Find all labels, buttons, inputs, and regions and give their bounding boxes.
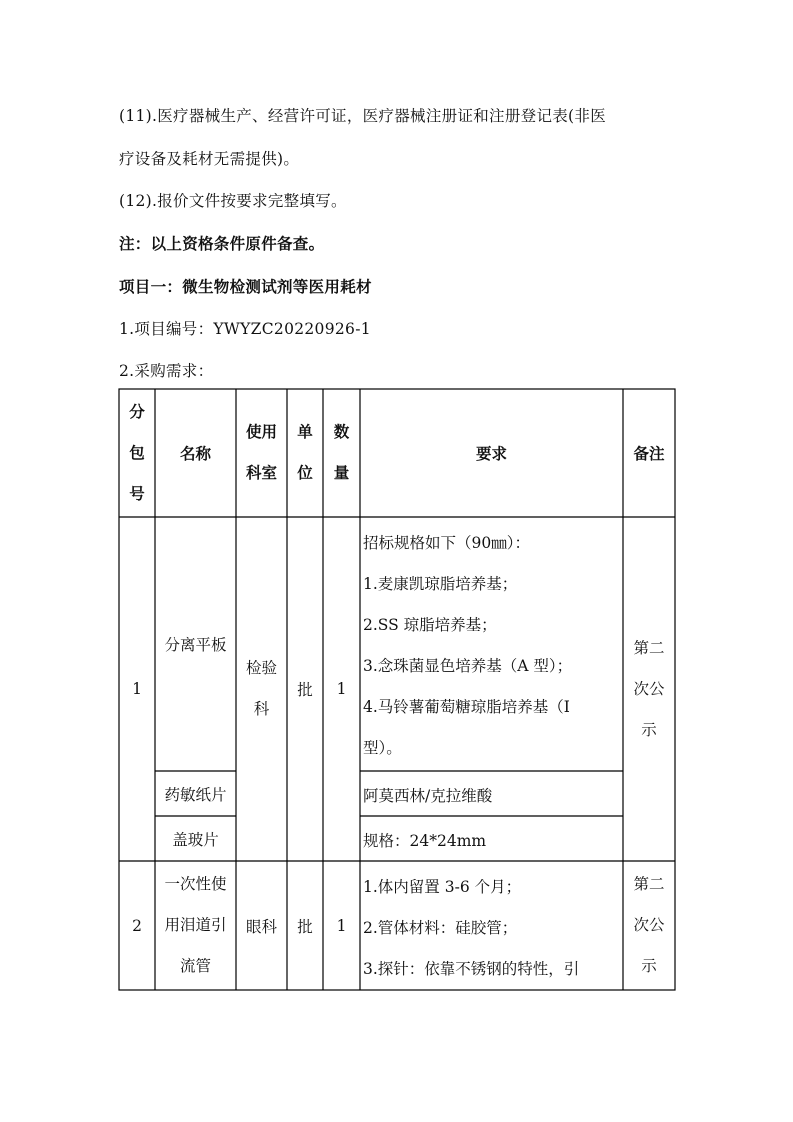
header-qty-char: 量 xyxy=(333,464,350,482)
row1-unit: 批 xyxy=(297,681,313,699)
row1-item2-req-line: 阿莫西林/克拉维酸 xyxy=(363,787,493,805)
header-unit-char: 位 xyxy=(297,464,313,482)
header-remark: 备注 xyxy=(633,445,665,463)
row1-remark xyxy=(623,517,675,861)
row2-req-line: 2.管体材料：硅胶管； xyxy=(363,919,518,937)
row2-req-line: 1.体内留置 3-6 个月； xyxy=(363,878,522,896)
row1-item1-req-line: 4.马铃薯葡萄糖琼脂培养基（Ⅰ xyxy=(363,698,570,716)
row1-item1-req-line: 2.SS 琼脂培养基； xyxy=(363,616,497,634)
row1-remark-line: 示 xyxy=(641,720,657,739)
header-name: 名称 xyxy=(179,445,211,463)
paragraph-11-line-2: 疗设备及耗材无需提供)。 xyxy=(119,150,300,168)
row1-item1-req-line: 招标规格如下（90㎜）： xyxy=(363,534,530,552)
row2-remark xyxy=(623,861,675,990)
row2-name-line: 一次性使 xyxy=(164,875,227,893)
header-dept-line: 科室 xyxy=(245,464,277,482)
row2-name xyxy=(155,861,236,990)
row1-item1-req-line: 1.麦康凯琼脂培养基； xyxy=(363,575,518,593)
row2-req-line: 3.探针：依靠不锈钢的特性，引 xyxy=(363,960,580,978)
row2-name-line: 用泪道引 xyxy=(164,916,227,934)
header-qty xyxy=(323,389,360,517)
row1-qty: 1 xyxy=(336,680,347,698)
row2-unit: 批 xyxy=(297,917,313,936)
row1-item1-name: 分离平板 xyxy=(164,636,227,654)
header-package-no-char: 包 xyxy=(129,443,145,462)
header-unit xyxy=(287,389,323,517)
row2-remark-line: 第二 xyxy=(633,875,665,893)
row2-remark-line: 示 xyxy=(641,957,657,975)
row1-item1-req-line: 型）。 xyxy=(363,739,402,757)
header-requirements: 要求 xyxy=(475,445,507,463)
row1-item3-req-line: 规格：24*24mm xyxy=(363,832,487,850)
row2-qty: 1 xyxy=(336,916,347,935)
header-qty-char: 数 xyxy=(333,423,350,441)
header-dept xyxy=(236,389,287,517)
row2-dept: 眼科 xyxy=(245,917,277,936)
project-title: 项目一：微生物检测试剂等医用耗材 xyxy=(119,278,372,296)
row1-remark-line: 第二 xyxy=(633,638,665,657)
row2-name-line: 流管 xyxy=(179,957,211,975)
paragraph-11-line-1: (11).医疗器械生产、经营许可证，医疗器械注册证和注册登记表(非医 xyxy=(119,107,606,125)
row1-item2-name: 药敏纸片 xyxy=(164,785,227,804)
header-dept-line: 使用 xyxy=(245,423,277,441)
header-unit-char: 单 xyxy=(297,423,313,441)
row1-dept-line: 检验 xyxy=(245,659,277,677)
note-text: 注：以上资格条件原件备查。 xyxy=(119,235,325,253)
row1-item1-req-line: 3.念珠菌显色培养基（A 型）； xyxy=(363,657,573,675)
row2-package-no: 2 xyxy=(132,916,142,935)
header-package-no xyxy=(119,389,155,517)
row1-package-no: 1 xyxy=(132,680,142,698)
row2-remark-line: 次公 xyxy=(633,916,665,934)
row1-remark-line: 次公 xyxy=(633,679,665,698)
requirement-heading: 2.采购需求： xyxy=(119,362,214,380)
header-package-no-char: 号 xyxy=(129,484,145,503)
project-number: 1.项目编号：YWYZC20220926-1 xyxy=(119,320,371,338)
header-package-no-char: 分 xyxy=(129,402,145,421)
row1-dept-line: 科 xyxy=(253,700,270,718)
row1-dept xyxy=(236,517,287,861)
paragraph-12: (12).报价文件按要求完整填写。 xyxy=(119,192,347,210)
row1-item3-name: 盖玻片 xyxy=(172,830,219,849)
